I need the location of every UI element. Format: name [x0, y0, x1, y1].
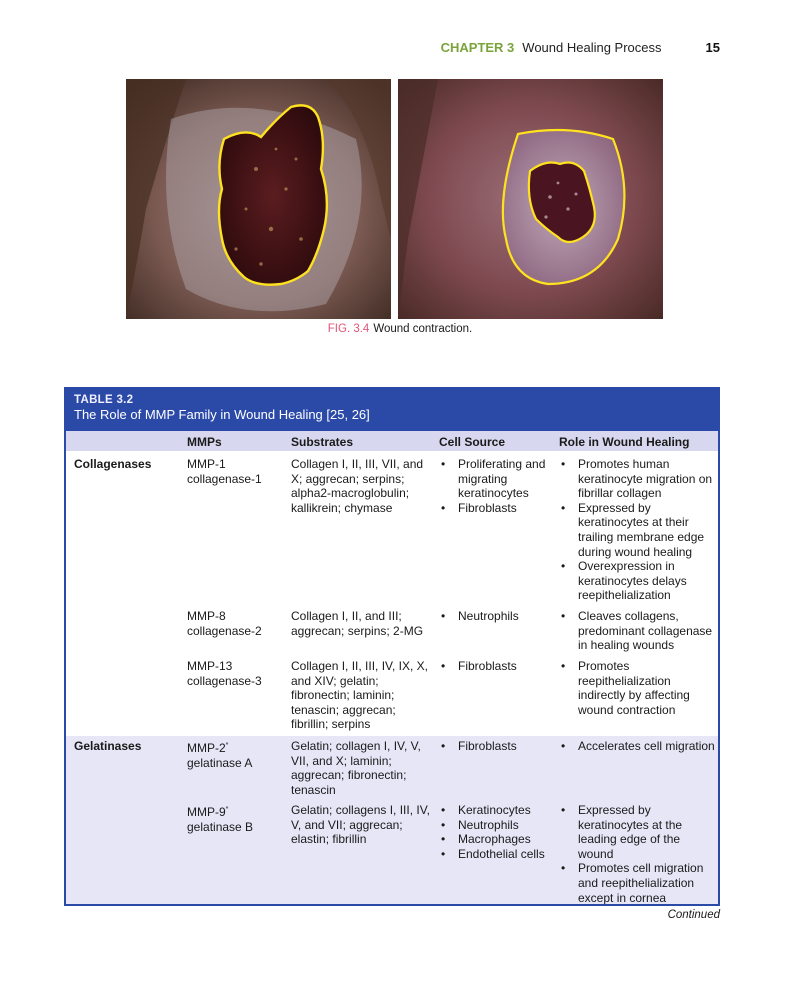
list-item: • Promotes human keratinocyte migration on fibrillar collagen: [559, 457, 715, 501]
figure-label: FIG. 3.4: [327, 323, 370, 335]
substrates-cell: Gelatin; collagen I, IV, V, VII, and X; laminin; aggrecan; fibronectin; tenascin: [291, 739, 421, 797]
figure-caption: [0, 323, 800, 335]
role-list: [559, 739, 715, 754]
mmp-name: MMP-8 collagenase-2: [187, 609, 262, 638]
table-header: [66, 389, 718, 431]
list-item: • Keratinocytes: [439, 803, 554, 818]
list-item: • Accelerates cell migration: [559, 739, 715, 754]
role-list: [559, 803, 715, 905]
column-header-row: [66, 431, 718, 451]
running-head: [441, 40, 720, 55]
cell-source-list: [439, 609, 554, 624]
section-title: Wound Healing Process: [522, 40, 662, 55]
page-number: 15: [705, 40, 720, 55]
list-item: • Expressed by keratinocytes at their trailing membrane edge during wound healing: [559, 501, 715, 559]
list-item: • Overexpression in keratinocytes delays reepithelialization: [559, 559, 715, 603]
group-gelatinases: [66, 736, 718, 906]
substrates-cell: Collagen I, II, III, IV, IX, X, and XIV; gelatin; fibronectin; laminin; tenascin; aggrecan; fibrillin; serpins: [291, 659, 428, 732]
list-item: • Fibroblasts: [439, 659, 554, 674]
list-item: • Cleaves collagens, predominant collagenase in healing wounds: [559, 609, 715, 653]
list-item: • Neutrophils: [439, 818, 554, 833]
list-item: • Endothelial cells: [439, 847, 554, 862]
continued-label: Continued: [667, 909, 720, 921]
mmp-name: MMP-2* gelatinase A: [187, 741, 253, 770]
list-item: • Proliferating and migrating keratinocytes: [439, 457, 554, 501]
column-header-substrates: Substrates: [291, 435, 354, 449]
group-name: Gelatinases: [74, 739, 142, 753]
cell-source-list: [439, 739, 554, 754]
wound-photo-before: [126, 79, 391, 319]
list-item: • Promotes cell migration and reepithelialization except in cornea: [559, 861, 715, 905]
list-item: • Neutrophils: [439, 609, 554, 624]
mmp-name: MMP-9* gelatinase B: [187, 805, 254, 834]
mmp-table: [64, 387, 720, 906]
role-list: [559, 457, 715, 603]
substrates-cell: Collagen I, II, III, VII, and X; aggrecan; serpins; alpha2-macroglobulin; kallikrein; chymase: [291, 457, 424, 515]
cell-source-list: [439, 659, 554, 674]
table-number: TABLE 3.2: [74, 394, 134, 406]
mmp-name: MMP-1 collagenase-1: [187, 457, 262, 486]
table-title: The Role of MMP Family in Wound Healing [25, 26]: [74, 407, 370, 422]
column-header-mmps: MMPs: [187, 435, 222, 449]
list-item: • Expressed by keratinocytes at the leading edge of the wound: [559, 803, 715, 861]
column-header-cell-source: Cell Source: [439, 435, 506, 449]
substrates-cell: Collagen I, II, and III; aggrecan; serpins; 2-MG: [291, 609, 424, 638]
role-list: [559, 609, 715, 653]
cell-source-list: [439, 803, 554, 861]
list-item: • Promotes reepithelialization indirectly by affecting wound contraction: [559, 659, 715, 717]
group-collagenases: [66, 451, 718, 736]
list-item: • Fibroblasts: [439, 501, 554, 516]
substrates-cell: Gelatin; collagens I, III, IV, V, and VII; aggrecan; elastin; fibrillin: [291, 803, 430, 847]
list-item: • Fibroblasts: [439, 739, 554, 754]
list-item: • Macrophages: [439, 832, 554, 847]
column-header-role: Role in Wound Healing: [559, 435, 690, 449]
cell-source-list: [439, 457, 554, 515]
mmp-name: MMP-13 collagenase-3: [187, 659, 262, 688]
role-list: [559, 659, 715, 717]
group-name: Collagenases: [74, 457, 152, 471]
chapter-label: CHAPTER 3: [440, 40, 515, 55]
wound-photo-after: [398, 79, 663, 319]
figure-caption-text: Wound contraction.: [373, 323, 473, 335]
